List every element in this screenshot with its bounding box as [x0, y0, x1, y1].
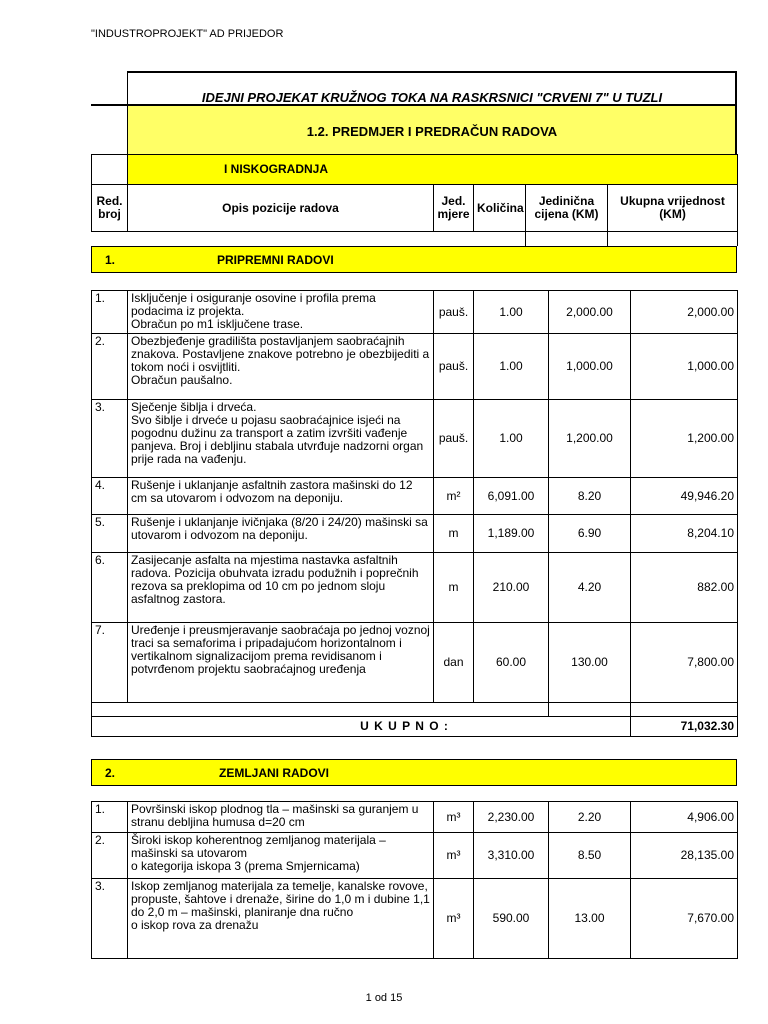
col-jed-mjere: Jed. mjere	[434, 185, 474, 232]
table-row	[92, 802, 738, 833]
section-total-row	[92, 717, 738, 737]
row-unit: pauš.	[434, 291, 474, 334]
column-header-table	[91, 154, 738, 246]
row-description: Isključenje i osiguranje osovine i profila prema podacima iz projekta. Obračun po m1 isključene trase.	[128, 291, 434, 334]
col-jedinicna-cijena: Jedinična cijena (KM)	[526, 185, 608, 232]
row-quantity: 590.00	[474, 879, 549, 959]
row-description: Rušenje i uklanjanje asfaltnih zastora mašinski do 12 cm sa utovarom i odvozom na deponiju.	[128, 478, 434, 515]
row-description: Površinski iskop plodnog tla – mašinski sa guranjem u stranu debljina humusa d=20 cm	[128, 802, 434, 833]
row-description: Rušenje i uklanjanje ivičnjaka (8/20 i 24/20) mašinski sa utovarom i odvozom na deponiju.	[128, 515, 434, 553]
row-quantity: 1.00	[474, 400, 549, 478]
row-unit: pauš.	[434, 334, 474, 400]
row-unit-price: 2.20	[549, 802, 631, 833]
section-2-table	[91, 801, 738, 959]
row-quantity: 3,310.00	[474, 833, 549, 879]
total-value: 71,032.30	[631, 717, 738, 737]
row-description: Iskop zemljanog materijala za temelje, kanalske rovove, propuste, šahtove i drenaže, širine do 1,0 m i dubine 1,1 do 2,0 m – mašinski, planiranje dna ručno o iskop rova za drenažu	[128, 879, 434, 959]
row-quantity: 2,230.00	[474, 802, 549, 833]
row-quantity: 1.00	[474, 291, 549, 334]
page-number: 1 od 15	[365, 992, 403, 1004]
table-row	[92, 623, 738, 703]
row-unit-price: 8.50	[549, 833, 631, 879]
row-total: 2,000.00	[631, 291, 738, 334]
row-total: 4,906.00	[631, 802, 738, 833]
row-quantity: 1,189.00	[474, 515, 549, 553]
row-unit: pauš.	[434, 400, 474, 478]
section-1-table	[91, 290, 738, 737]
row-number: 7.	[92, 623, 128, 703]
row-description: Uređenje i preusmjeravanje saobraćaja po jednoj voznoj traci sa semaforima i pripadajućom horizontalnom i vertikalnom signalizacijom prema revidisanom i potvrđenom projektu saobraćajnog uređenja	[128, 623, 434, 703]
row-total: 7,670.00	[631, 879, 738, 959]
row-number: 5.	[92, 515, 128, 553]
row-unit-price: 13.00	[549, 879, 631, 959]
row-unit-price: 1,200.00	[549, 400, 631, 478]
section-zemljani-radovi	[91, 759, 737, 786]
group-label: I NISKOGRADNJA	[128, 155, 738, 185]
row-unit-price: 1,000.00	[549, 334, 631, 400]
table-row	[92, 334, 738, 400]
row-total: 28,135.00	[631, 833, 738, 879]
total-label: U K U P N O :	[92, 717, 631, 737]
row-total: 49,946.20	[631, 478, 738, 515]
col-kolicina: Količina	[474, 185, 526, 232]
table-row	[92, 400, 738, 478]
row-quantity: 6,091.00	[474, 478, 549, 515]
col-opis: Opis pozicije radova	[128, 185, 434, 232]
row-number: 4.	[92, 478, 128, 515]
section-number: 2.	[104, 766, 115, 780]
row-number: 2.	[92, 833, 128, 879]
row-unit: m³	[434, 879, 474, 959]
row-description: Zasijecanje asfalta na mjestima nastavka asfaltnih radova. Pozicija obuhvata izradu podužnih i poprečnih rezova sa preklopima od 10 cm po jednom sloju asfaltnog zastora.	[128, 553, 434, 623]
section-label: PRIPREMNI RADOVI	[217, 253, 334, 267]
row-number: 3.	[92, 879, 128, 959]
row-total: 1,200.00	[631, 400, 738, 478]
col-ukupna-vrijednost: Ukupna vrijednost (KM)	[608, 185, 738, 232]
row-description: Široki iskop koherentnog zemljanog materijala – mašinski sa utovarom o kategorija iskopa 3 (prema Smjernicama)	[128, 833, 434, 879]
row-unit: m²	[434, 478, 474, 515]
table-row	[92, 478, 738, 515]
section-label: ZEMLJANI RADOVI	[219, 766, 330, 780]
document-title: IDEJNI PROJEKAT KRUŽNOG TOKA NA RASKRSNICI "CRVENI 7" U TUZLI	[201, 90, 663, 105]
row-description: Obezbjeđenje gradilišta postavljanjem saobraćajnih znakova. Postavljene znakove potrebno je obezbijediti a tokom noći i osvijtliti. Obračun paušalno.	[128, 334, 434, 400]
table-row	[92, 291, 738, 334]
row-unit-price: 6.90	[549, 515, 631, 553]
table-row	[92, 879, 738, 959]
table-row	[92, 553, 738, 623]
row-unit: m³	[434, 833, 474, 879]
row-number: 2.	[92, 334, 128, 400]
section-pripremni-radovi	[91, 246, 737, 273]
row-number: 6.	[92, 553, 128, 623]
row-unit-price: 8.20	[549, 478, 631, 515]
table-row	[92, 515, 738, 553]
row-unit-price: 4.20	[549, 553, 631, 623]
row-unit-price: 2,000.00	[549, 291, 631, 334]
row-unit: m	[434, 553, 474, 623]
document-subtitle: 1.2. PREDMJER I PREDRAČUN RADOVA	[306, 124, 558, 139]
row-description: Sječenje šiblja i drveća. Svo šiblje i drveće u pojasu saobraćajnice isjeći na pogodnu dužinu za transport a zatim izvršiti vađenje panjeva. Broj i debljinu stabala utvrđuje nadzorni organ prije rada na vađenju.	[128, 400, 434, 478]
row-total: 882.00	[631, 553, 738, 623]
row-unit: dan	[434, 623, 474, 703]
col-red-broj: Red. broj	[92, 185, 128, 232]
row-number: 3.	[92, 400, 128, 478]
row-quantity: 210.00	[474, 553, 549, 623]
row-unit-price: 130.00	[549, 623, 631, 703]
row-total: 7,800.00	[631, 623, 738, 703]
row-total: 8,204.10	[631, 515, 738, 553]
organization-header: "INDUSTROPROJEKT" AD PRIJEDOR	[91, 28, 284, 40]
row-number: 1.	[92, 291, 128, 334]
row-unit: m³	[434, 802, 474, 833]
table-row	[92, 833, 738, 879]
row-quantity: 1.00	[474, 334, 549, 400]
row-total: 1,000.00	[631, 334, 738, 400]
section-number: 1.	[104, 253, 115, 267]
row-number: 1.	[92, 802, 128, 833]
row-unit: m	[434, 515, 474, 553]
row-quantity: 60.00	[474, 623, 549, 703]
